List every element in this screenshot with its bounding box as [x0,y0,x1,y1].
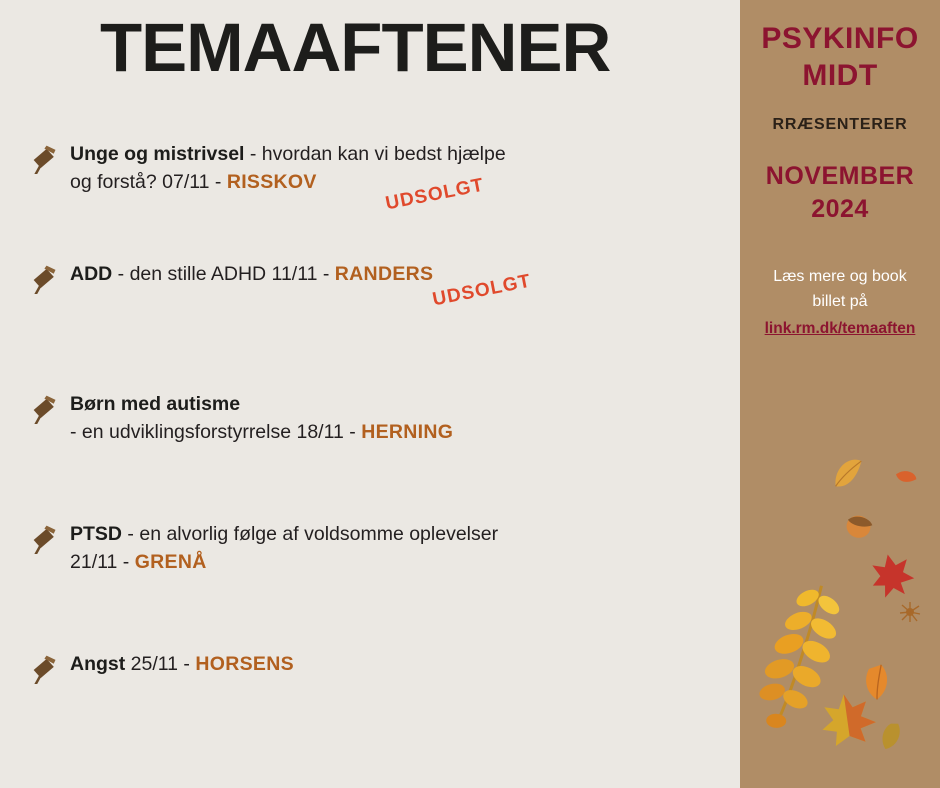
event-title: PTSD [70,523,123,545]
date-block [740,160,940,226]
list-item [0,650,740,730]
list-item [0,140,740,260]
status-badge: UDSOLGT [383,174,486,215]
event-desc: - hvordan kan vi bedst hjælpe [244,143,506,165]
event-place: RISSKOV [226,171,317,193]
booking-line-2: billet på [812,293,868,310]
event-desc: - en udviklingsforstyrrelse 18/11 - [70,421,362,443]
event-text [70,520,730,576]
event-date: og forstå? 07/11 - [70,171,227,193]
brand-line-1: PSYKINFO [761,22,919,55]
pushpin-icon [28,264,62,294]
event-place: RANDERS [334,263,434,285]
event-text [70,140,730,196]
event-place: HORSENS [195,653,294,675]
list-item [0,260,740,390]
pushpin-icon [28,144,62,174]
pushpin-icon [28,524,62,554]
booking-link[interactable]: link.rm.dk/temaaften [764,320,916,337]
list-item [0,390,740,520]
presents-label: RRÆSENTERER [772,116,908,133]
booking-info [740,264,940,341]
poster-sidebar [740,0,940,788]
brand-name [740,20,940,94]
event-title: Unge og mistrivsel [70,143,245,165]
event-text [70,390,730,446]
event-text [70,650,730,678]
event-desc: - den stille ADHD 11/11 - [112,263,335,285]
event-title: ADD [70,263,113,285]
pushpin-icon [28,394,62,424]
list-item [0,520,740,650]
month-label: NOVEMBER [765,162,915,190]
booking-line-1: Læs mere og book [773,268,907,285]
event-list [0,140,740,730]
event-place: HERNING [361,421,454,443]
event-desc: - en alvorlig følge af voldsomme oplevelser [122,523,499,545]
event-title: Angst [70,653,126,675]
brand-line-2: MIDT [802,59,878,92]
autumn-leaves-illustration [740,450,940,788]
page-title: TEMAAFTENER [100,9,611,86]
event-text [70,260,730,288]
status-badge: UDSOLGT [430,270,533,311]
event-title: Børn med autisme [70,393,241,415]
event-place: GRENÅ [134,551,207,573]
year-label: 2024 [811,195,869,223]
event-desc: 25/11 - [125,653,196,675]
event-date: 21/11 - [70,551,135,573]
pushpin-icon [28,654,62,684]
